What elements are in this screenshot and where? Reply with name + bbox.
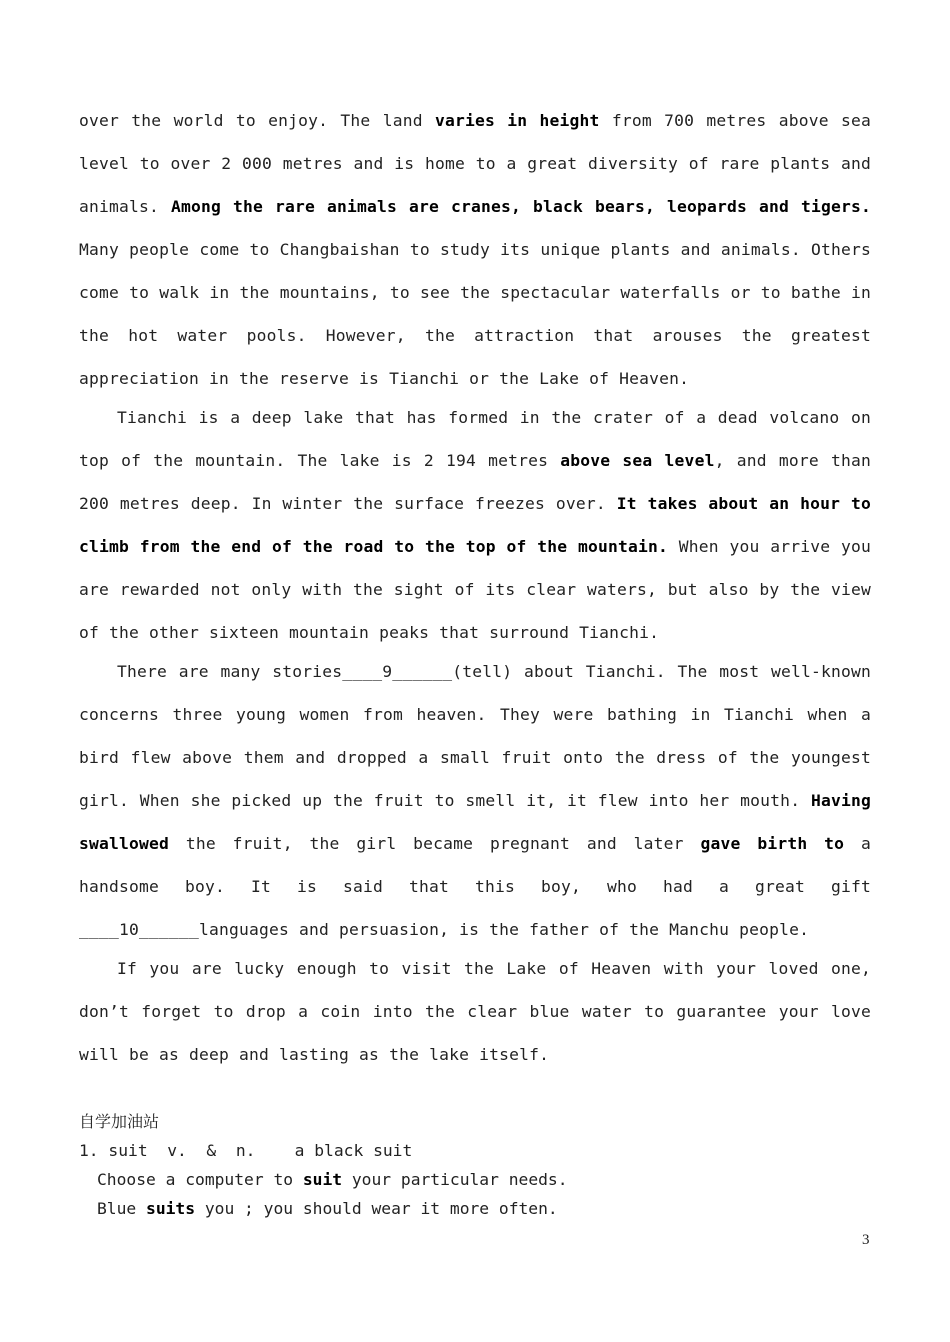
- text-run: Many people come to Changbaishan to study its unique plants and animals. Others come to walk in the mountains, to see the spectacular waterfalls or to bathe in the hot water pools. However, the attraction that arouses the greatest appreciation in the reserve is Tianchi or the Lake of Heaven.: [79, 240, 871, 388]
- paragraph-tianchi: [79, 396, 871, 654]
- paragraph-changbaishan: [79, 99, 871, 400]
- text-run: Tianchi is a deep lake that has formed in the crater of a dead volcano on top of the mountain. The lake is 2 194 metres: [79, 408, 871, 470]
- text-run: There are many stories____9______(tell) about Tianchi. The most well-known concerns three young women from heaven. They were bathing in Tianchi when a bird flew above them and dropped a small fruit onto the dress of the youngest girl. When she picked up the fruit to smell it, it flew into her mouth.: [79, 662, 871, 810]
- text-run: , and more than 200 metres deep. In winter the surface freezes over.: [79, 451, 871, 513]
- section-title: 自学加油站: [79, 1112, 160, 1131]
- text-run: When you arrive you are rewarded not only with the sight of its clear waters, but also by the view of the other sixteen mountain peaks that surround Tianchi.: [79, 537, 871, 642]
- text-run: a handsome boy. It is said that this boy, who had a great gift ____10______languages and persuasion, is the father of the Manchu people.: [79, 834, 871, 939]
- vocab-item-suit: 1. suit v. & n. a black suit: [79, 1141, 413, 1160]
- bold-phrase: gave birth to: [700, 834, 845, 853]
- example-sentence-2: [97, 1199, 558, 1219]
- bold-phrase: above sea level: [560, 451, 715, 470]
- paragraph-stories: [79, 650, 871, 951]
- bold-phrase: Having swallowed: [79, 791, 871, 853]
- bold-phrase: suit: [302, 1170, 343, 1189]
- text-run: Blue: [97, 1199, 147, 1218]
- text-run: Choose a computer to: [97, 1170, 303, 1189]
- bold-phrase: varies in height: [434, 111, 600, 130]
- paragraph-closing: [79, 947, 871, 1076]
- page-number: 3: [862, 1232, 870, 1248]
- text-run: If you are lucky enough to visit the Lake of Heaven with your loved one, don’t forget to drop a coin into the clear blue water to guarantee your love will be as deep and lasting as the lake itself.: [79, 959, 871, 1064]
- bold-phrase: It takes about an hour to climb from the end of the road to the top of the mountain.: [79, 494, 871, 556]
- text-run: from 700 metres above sea level to over 2 000 metres and is home to a great diversity of rare plants and animals.: [79, 111, 871, 216]
- text-run: over the world to enjoy. The land: [79, 111, 435, 130]
- bold-phrase: suits: [146, 1199, 196, 1218]
- text-run: you ; you should wear it more often.: [195, 1199, 558, 1218]
- example-sentence-1: [97, 1170, 568, 1190]
- text-run: the fruit, the girl became pregnant and later: [169, 834, 701, 853]
- bold-phrase: Among the rare animals are cranes, black bears, leopards and tigers.: [171, 197, 871, 216]
- text-run: your particular needs.: [342, 1170, 568, 1189]
